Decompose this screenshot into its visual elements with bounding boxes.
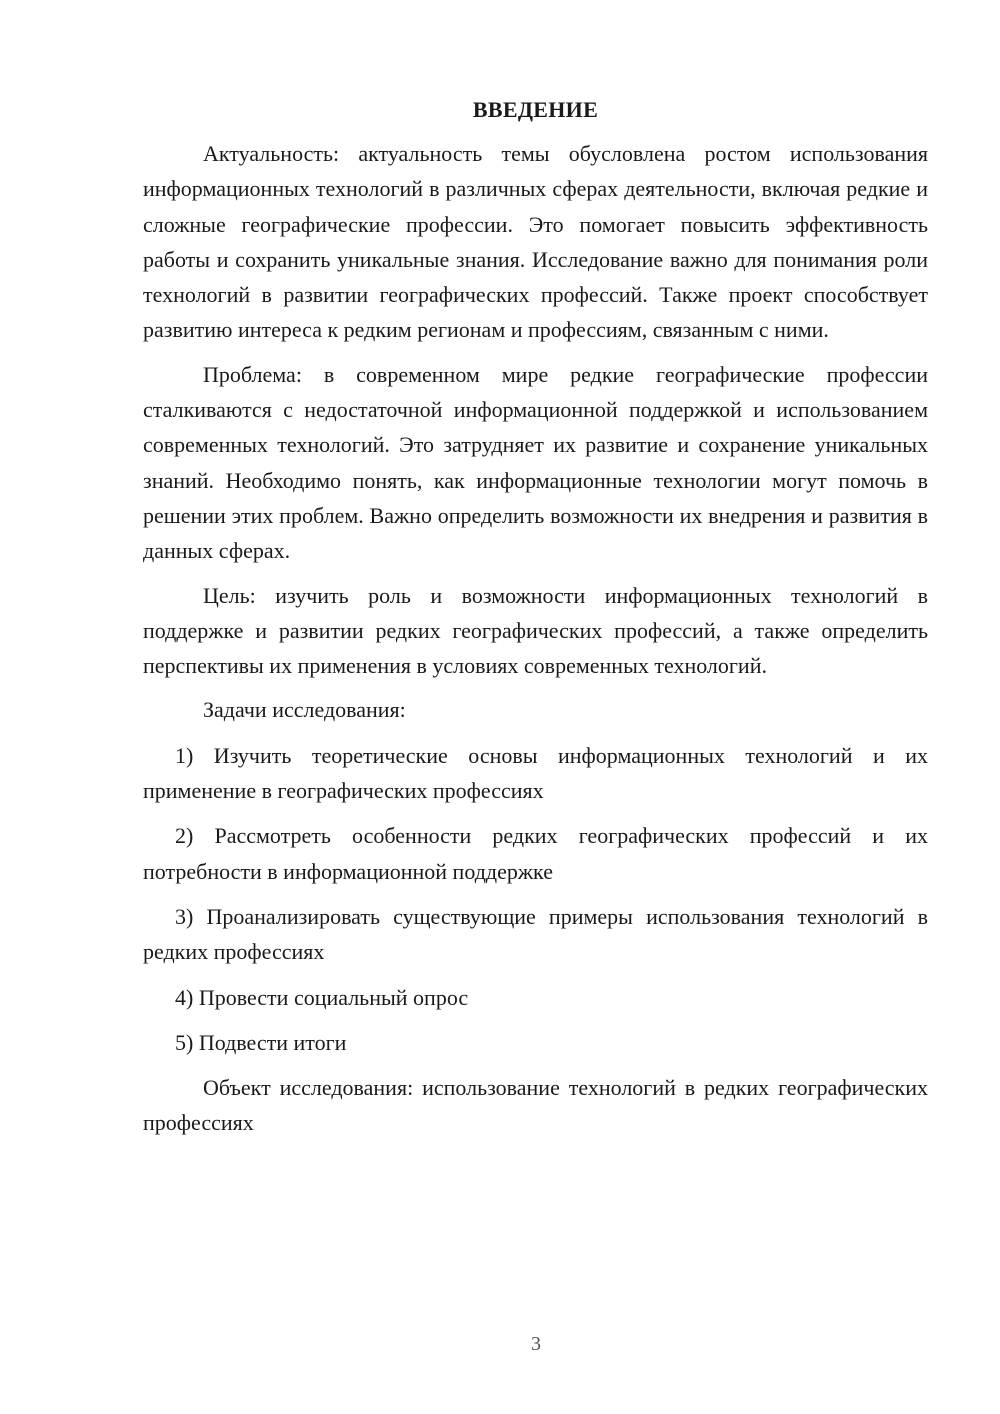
- task-item: 4) Провести социальный опрос: [175, 984, 469, 1010]
- relevance-paragraph: Актуальность: актуальность темы обусловлена ростом использования информационных технологий в различных сферах деятельности, включая редкие и сложные географические профессии. Это помогает повысить эффективность работы и сохранить уникальные знания. Исследование важно для понимания роли технологий в развитии географических профессий. Также проект способствует развитию интереса к редким регионам и профессиям, связанным с ними.: [143, 141, 928, 343]
- goal-paragraph: Цель: изучить роль и возможности информационных технологий в поддержке и развитии редких географических профессий, а также определить перспективы их применения в условиях современных технологий.: [143, 582, 928, 679]
- document-page: [143, 90, 928, 1150]
- task-item: 3) Проанализировать существующие примеры использования технологий в редких профессиях: [143, 903, 928, 965]
- object-paragraph: Объект исследования: использование технологий в редких географических профессиях: [143, 1075, 928, 1136]
- task-item: 5) Подвести итоги: [175, 1029, 347, 1055]
- task-item: 2) Рассмотреть особенности редких географических профессий и их потребности в информационной поддержке: [143, 823, 928, 884]
- page-number: 3: [531, 1333, 541, 1355]
- task-item: 1) Изучить теоретические основы информационных технологий и их применение в географических профессиях: [143, 742, 928, 804]
- tasks-heading: Задачи исследования:: [203, 697, 406, 723]
- section-title: ВВЕДЕНИЕ: [472, 97, 599, 122]
- problem-paragraph: Проблема: в современном мире редкие географические профессии сталкиваются с недостаточной информационной поддержкой и использованием современных технологий. Это затрудняет их развитие и сохранение уникальных знаний. Необходимо понять, как информационные технологии могут помочь в решении этих проблем. Важно определить возможности их внедрения и развития в данных сферах.: [143, 361, 928, 564]
- tasks-list: [143, 738, 928, 1060]
